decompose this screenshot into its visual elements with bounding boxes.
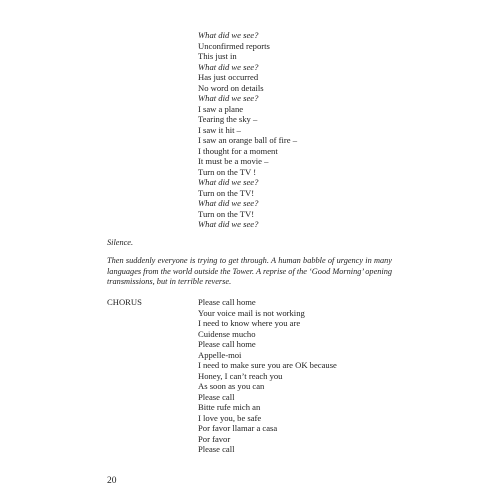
verse-line: Turn on the TV !	[198, 166, 257, 177]
chorus-line: Your voice mail is not working	[198, 307, 305, 318]
chorus-line: I love you, be safe	[198, 412, 262, 423]
chorus-line: Por favor	[198, 433, 231, 444]
verse-line: It must be a movie –	[198, 156, 269, 166]
verse-block	[198, 30, 297, 230]
verse-line: What did we see?	[198, 177, 259, 187]
chorus-line: Please call home	[198, 297, 256, 307]
verse-line: I saw a plane	[198, 103, 244, 114]
verse-line: What did we see?	[198, 198, 259, 208]
verse-line: What did we see?	[198, 219, 259, 229]
verse-line: What did we see?	[198, 93, 259, 103]
chorus-line: Honey, I can’t reach you	[198, 370, 283, 381]
chorus-line: As soon as you can	[198, 381, 265, 391]
chorus-line: Cuidense mucho	[198, 328, 256, 339]
verse-line: This just in	[198, 51, 237, 61]
verse-line: Tearing the sky –	[198, 114, 258, 124]
verse-line: I saw an orange ball of fire –	[198, 135, 298, 145]
chorus-line: Appelle-moi	[198, 349, 242, 360]
chorus-line: Please call	[198, 391, 235, 402]
chorus-line: I need to make sure you are OK because	[198, 360, 337, 370]
verse-line: What did we see?	[198, 61, 259, 72]
verse-line: Has just occurred	[198, 72, 259, 82]
chorus-lines	[198, 297, 337, 455]
verse-line: I thought for a moment	[198, 145, 278, 156]
verse-line: No word on details	[198, 82, 264, 93]
verse-line: What did we see?	[198, 30, 259, 40]
chorus-line: Please call home	[198, 339, 256, 349]
verse-line: Turn on the TV!	[198, 187, 255, 198]
chorus-line: Bitte rufe mich an	[198, 402, 261, 412]
stage-direction-silence: Silence.	[107, 238, 134, 247]
chorus-line: Please call	[198, 444, 235, 454]
speaker-name: CHORUS	[107, 297, 142, 307]
chorus-line: Por favor llamar a casa	[198, 423, 278, 433]
chorus-line: I need to know where you are	[198, 318, 301, 328]
verse-line: Turn on the TV!	[198, 208, 255, 219]
stage-direction-babble: Then suddenly everyone is trying to get through. A human babble of urgency in many languages from the world outside the Tower. A reprise of the ‘Good Morning’ opening transmissions, but in terrible reverse.	[107, 256, 393, 286]
page-number: 20	[107, 476, 117, 486]
verse-line: Unconfirmed reports	[198, 40, 270, 51]
verse-line: I saw it hit –	[198, 124, 241, 135]
